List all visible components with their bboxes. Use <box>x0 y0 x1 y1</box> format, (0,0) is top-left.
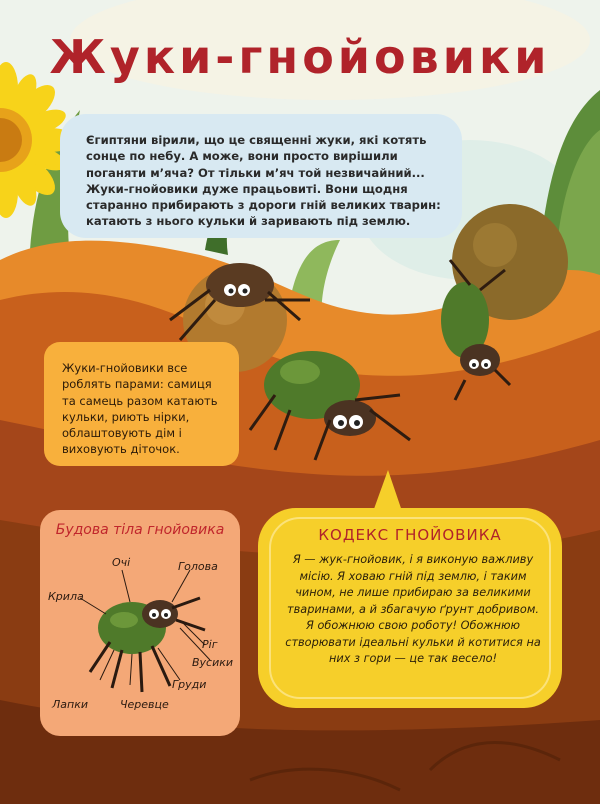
body-structure-title: Будова тіла гнойовика <box>55 522 225 538</box>
codex-title: КОДЕКС ГНОЙОВИКА <box>318 526 502 544</box>
label-horn: Ріг <box>202 638 218 651</box>
label-wings: Крила <box>48 590 84 603</box>
intro-bubble <box>60 114 462 238</box>
body-structure-card <box>40 510 240 736</box>
codex-text: Я — жук-гнойовик, і я виконую важливу місію. Я ховаю гній під землю, і таким чином, не лише прибираю за великими тваринами, а й збагачую ґрунт добривом. Я обожнюю свою роботу! Обожнюю створювати ідеальні кульки й котитися на них з гори — це так весело! <box>285 553 541 665</box>
label-antennae: Вусики <box>192 656 234 669</box>
label-legs: Лапки <box>52 698 88 711</box>
page-title: Жуки-гнойовики <box>49 30 551 84</box>
label-chest: Груди <box>172 678 207 691</box>
label-eyes: Очі <box>112 556 131 569</box>
pairs-note <box>44 342 239 466</box>
label-head: Голова <box>178 560 218 573</box>
intro-text: Єгиптяни вірили, що це священні жуки, які котять сонце по небу. А може, вони просто вирішили поганяти м’яча? От тільки м’яч той незвичайний... Жуки-гнойовики дуже працьовиті. Вони щодня старанно прибирають з дороги гній великих тварин: катають з нього кульки й заривають під землю. <box>86 133 441 229</box>
pairs-text: Жуки-гнойовики все роблять парами: самиця та самець разом катають кульки, риють нірки, облаштовують дім і виховують діточок. <box>62 361 218 457</box>
label-belly: Черевце <box>120 698 169 711</box>
